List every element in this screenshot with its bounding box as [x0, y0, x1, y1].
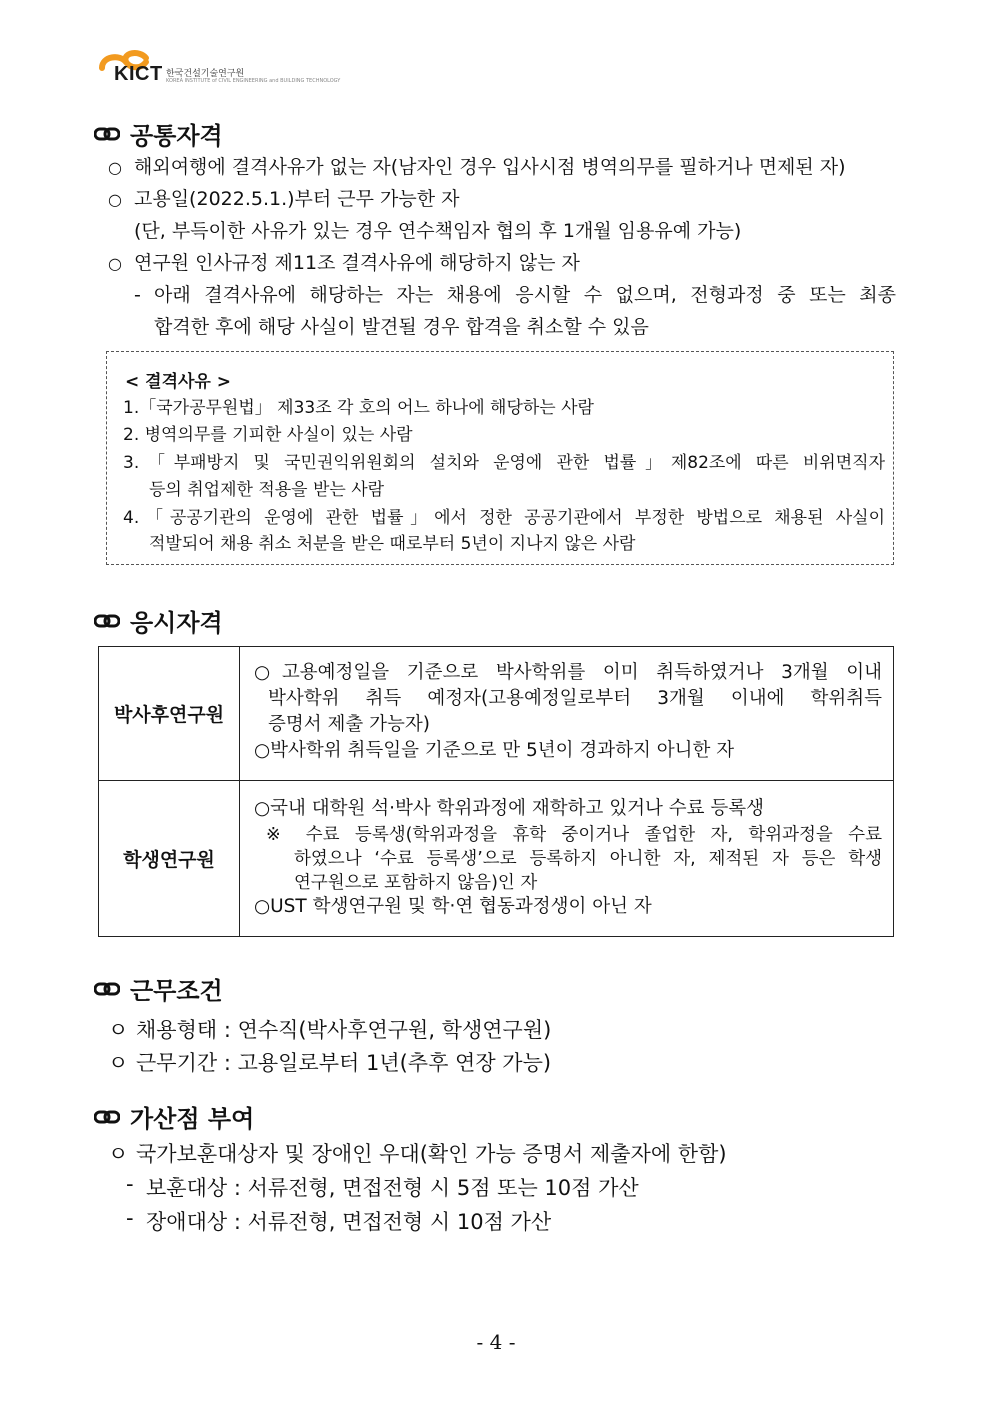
disqualification-item: 1.「국가공무원법」 제33조 각 호의 어느 하나에 해당하는 사람 [123, 398, 594, 418]
common-item-2-note: (단, 부득이한 사유가 있는 경우 연수책임자 협의 후 1개월 임용유예 가능) [134, 220, 742, 242]
page-number: - 4 - [476, 1330, 516, 1354]
disqualification-title: < 결격사유 > [125, 372, 232, 392]
postdoc-line: ○고용예정일을 기준으로 박사학위를 이미 취득하였거나 3개월 이내 [254, 662, 882, 683]
table-row [99, 647, 894, 781]
disqualification-item-cont: 등의 취업제한 적용을 받는 사람 [149, 480, 385, 500]
disqualification-item: 3.「부패방지 및 국민권익위원회의 설치와 운영에 관한 법률」제82조에 따른 비위면직자 [123, 453, 885, 473]
common-item-1: 해외여행에 결격사유가 없는 자(남자인 경우 입사시점 병역의무를 필하거나 면제된 자) [134, 156, 846, 178]
disqualification-item-cont: 적발되어 채용 취소 처분을 받은 때로부터 5년이 지나지 않은 사람 [149, 534, 636, 554]
disqualification-item: 2. 병역의무를 기피한 사실이 있는 사람 [123, 425, 413, 445]
postdoc-label: 박사후연구원 [99, 647, 240, 781]
student-note-line: 하였으나 ‘수료 등록생’으로 등록하지 아니한 자, 제적된 자 등은 학생 [294, 849, 882, 869]
bullet-o: ㅇ [108, 1142, 129, 1166]
section-title-work [94, 971, 223, 1006]
student-note-line: ※ 수료 등록생(학위과정을 휴학 중이거나 졸업한 자, 학위과정을 수료 [266, 825, 882, 845]
bullet-o: ㅇ [108, 1018, 129, 1042]
section-title-text: 가산점 부여 [130, 1105, 255, 1133]
bonus-item: 국가보훈대상자 및 장애인 우대(확인 가능 증명서 제출자에 한함) [136, 1142, 727, 1166]
section-title-bonus [94, 1099, 254, 1134]
bullet-circle: ○ [108, 158, 122, 177]
dash-marker: - [126, 1172, 134, 1196]
postdoc-cell [240, 647, 894, 781]
org-name: 한국건설기술연구원 [166, 69, 245, 79]
common-item-2: 고용일(2022.5.1.)부터 근무 가능한 자 [134, 188, 460, 210]
common-item-3: 연구원 인사규정 제11조 결격사유에 해당하지 않는 자 [134, 252, 580, 274]
section-title-text: 응시자격 [130, 609, 223, 637]
logo-text: KICT [114, 63, 163, 85]
common-sub-line-2: 합격한 후에 해당 사실이 발견될 경우 합격을 취소할 수 있음 [154, 316, 649, 338]
disqualification-item: 4.「공공기관의 운영에 관한 법률」에서 정한 공공기관에서 부정한 방법으로 채용된 사실이 [123, 508, 885, 528]
student-label: 학생연구원 [99, 781, 240, 937]
dash-marker: - [134, 284, 141, 306]
common-sub-line-1: 아래 결격사유에 해당하는 자는 채용에 응시할 수 없으며, 전형과정 중 또는 최종 [154, 284, 896, 306]
dash-marker: - [126, 1206, 134, 1230]
link-icon [94, 613, 120, 629]
work-item-type: 채용형태 : 연수직(박사후연구원, 학생연구원) [136, 1018, 552, 1042]
bullet-circle: ○ [108, 254, 122, 273]
section-title-common [94, 116, 223, 151]
link-icon [94, 981, 120, 997]
section-title-qualification [94, 603, 223, 638]
link-icon [94, 1109, 120, 1125]
bonus-sub-disabled: 장애대상 : 서류전형, 면접전형 시 10점 가산 [146, 1210, 552, 1234]
bullet-circle: ○ [108, 190, 122, 209]
bonus-sub-veterans: 보훈대상 : 서류전형, 면접전형 시 5점 또는 10점 가산 [146, 1176, 639, 1200]
disqualification-box [106, 351, 894, 565]
student-line: ○국내 대학원 석·박사 학위과정에 재학하고 있거나 수료 등록생 [254, 798, 764, 819]
org-subtitle: KOREA INSTITUTE of CIVIL ENGINEERING and BUILDING TECHNOLOGY [166, 78, 341, 84]
bullet-o: ㅇ [108, 1051, 129, 1075]
link-icon [94, 126, 120, 142]
postdoc-line: ○박사학위 취득일을 기준으로 만 5년이 경과하지 아니한 자 [254, 740, 735, 761]
qualification-table [98, 646, 894, 937]
kict-logo [96, 48, 341, 88]
student-cell [240, 781, 894, 937]
section-title-text: 근무조건 [130, 977, 223, 1005]
section-title-text: 공통자격 [130, 122, 223, 150]
postdoc-line: 증명서 제출 가능자) [268, 714, 430, 735]
student-note-line: 연구원으로 포함하지 않음)인 자 [294, 873, 538, 893]
table-row [99, 781, 894, 937]
postdoc-line: 박사학위 취득 예정자(고용예정일로부터 3개월 이내에 학위취득 [268, 688, 882, 709]
student-line: ○UST 학생연구원 및 학·연 협동과정생이 아닌 자 [254, 896, 652, 917]
work-item-period: 근무기간 : 고용일로부터 1년(추후 연장 가능) [136, 1051, 552, 1075]
